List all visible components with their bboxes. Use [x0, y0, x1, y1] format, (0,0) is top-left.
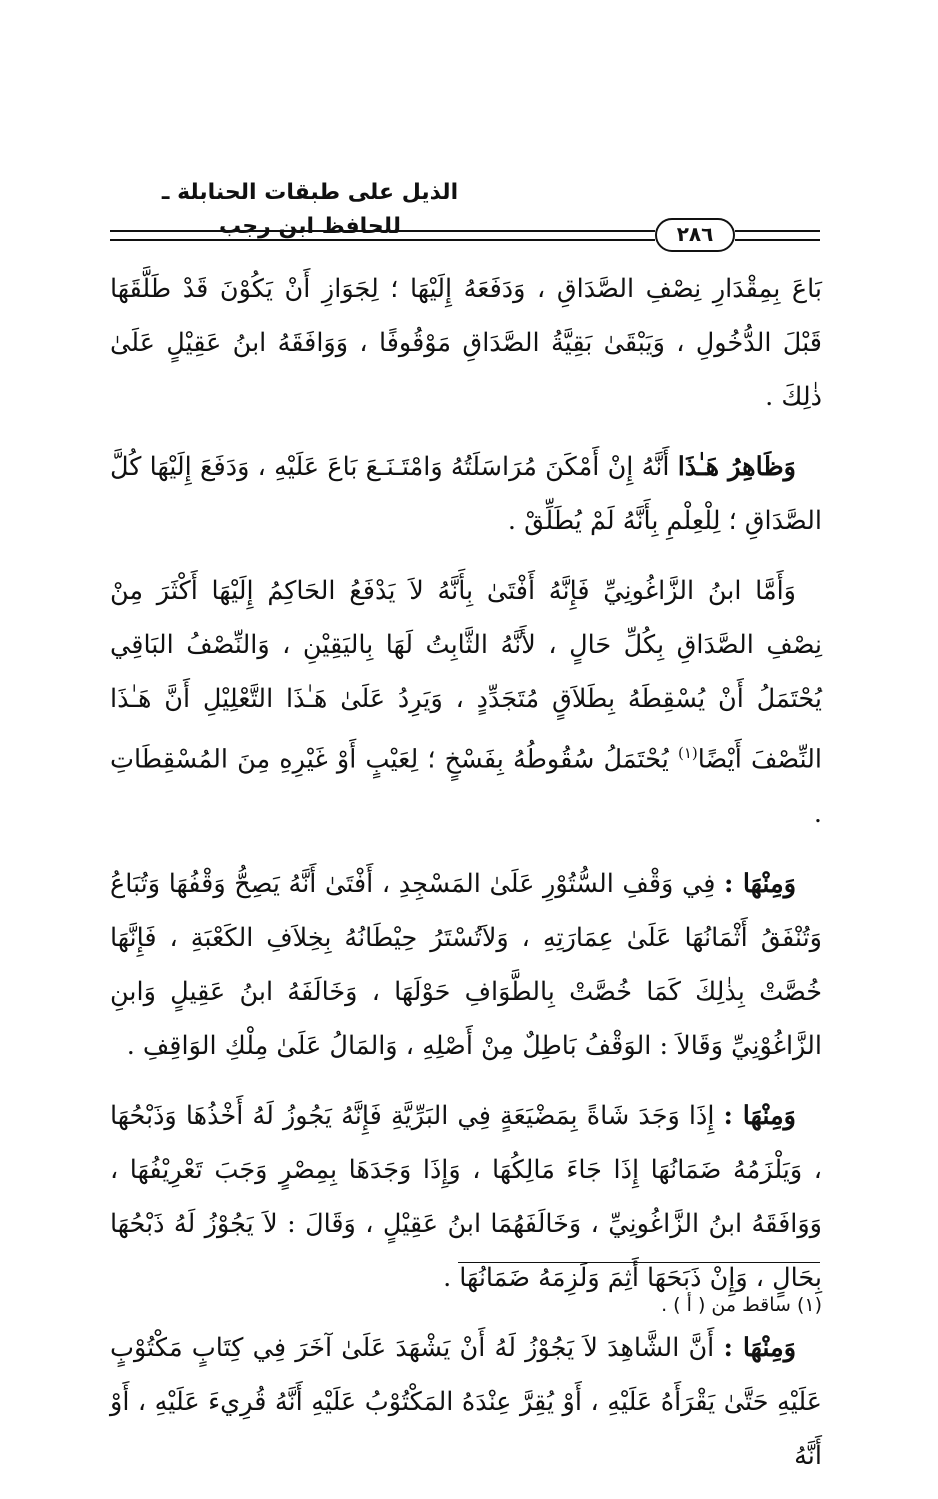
paragraph-6-lead: وَمِنْهَا :: [723, 1332, 797, 1363]
paragraph-2: [110, 440, 822, 548]
paragraph-3-text-b: يُحْتَمَلُ سُقُوطُهُ بِفَسْخٍ ؛ لِعَيْبٍ أَوْ غَيْرِهِ مِنَ المُسْقِطَاتِ .: [110, 744, 822, 829]
header-rule-right-top: [735, 230, 820, 232]
footnote-marker: (١): [677, 744, 698, 762]
page-number: ٢٨٦: [655, 218, 735, 252]
paragraph-2-lead: وَظَاهِرُ هَـٰذَا: [677, 452, 796, 482]
footnote: (١) ساقط من ( أ ) .: [661, 1294, 822, 1316]
paragraph-2-text: أَنَّهُ إِنْ أَمْكَنَ مُرَاسَلَتُهُ وَامْتَـنَـعَ بَاعَ عَلَيْهِ ، وَدَفَعَ إِلَيْهَا كُلَّ الصَّدَاقِ ؛ لِلْعِلْمِ بِأَنَّهُ لَمْ يُطَلِّقْ .: [110, 452, 822, 536]
paragraph-4: [110, 857, 822, 1073]
footnote-rule: [458, 1262, 820, 1263]
paragraph-3-text-a: وَأَمَّا ابنُ الزَّاغُونِيِّ فَإِنَّهُ أَفْتَىٰ بِأَنَّهُ لاَ يَدْفَعُ الحَاكِمُ إِلَيْهَا أَكْثَرَ مِنْ نِصْفِ الصَّدَاقِ بِكُلِّ حَالٍ ، لأَنَّهُ الثَّابِتُ لَهَا بِاليَقِيْنِ ، وَالنِّصْفُ البَاقِي يُحْتَمَلُ أَنْ يُسْقِطَهُ بِطَلاَقٍ مُتَجَدِّدٍ ، وَيَرِدُ عَلَىٰ هَـٰذَا التَّعْلِيْلِ أَنَّ هَـٰذَا النِّصْفَ أَيْضًا: [110, 576, 822, 775]
paragraph-5-lead: وَمِنْهَا :: [723, 1100, 796, 1131]
paragraph-6-text: أَنَّ الشَّاهِدَ لاَ يَجُوْزُ لَهُ أَنْ يَشْهَدَ عَلَىٰ آخَرَ فِي كِتَابٍ مَكْتُوْبٍ عَلَيْهِ حَتَّىٰ يَقْرَأَهُ عَلَيْهِ ، أَوْ يُقِرَّ عِنْدَهُ المَكْتُوْبُ عَلَيْهِ أَنَّهُ قُرِيءَ عَلَيْهِ ، أَوْ أَنَّهُ: [110, 1332, 822, 1471]
paragraph-5: [110, 1089, 822, 1305]
header-rule-left-bottom: [110, 239, 655, 241]
paragraph-5-text: إِذَا وَجَدَ شَاةً بِمَضْيَعَةٍ فِي البَرِّيَّةِ فَإِنَّهُ يَجُوزُ لَهُ أَخْذُهَا وَذَبْحُهَا ، وَيَلْزَمُهُ ضَمَانُهَا إِذَا جَاءَ مَالِكُهَا ، وَإِذَا وَجَدَهَا بِمِصْرٍ وَجَبَ تَعْرِيْفُهَا ، وَوَافَقَهُ ابنُ الزَّاغُونِيِّ ، وَخَالَفَهُمَا ابنُ عَقِيْلٍ ، وَقَالَ : لاَ يَجُوْزُ لَهُ ذَبْحُهَا بِحَالٍ ، وَإِنْ ذَبَحَهَا أَثِمَ وَلَزِمَهُ ضَمَانُهَا .: [110, 1100, 822, 1293]
running-head-title: الذيل على طبقات الحنابلة ـ للحافظ ابن رجب: [161, 180, 459, 239]
paragraph-1: بَاعَ بِمِقْدَارِ نِصْفِ الصَّدَاقِ ، وَدَفَعَهُ إِلَيْهَا ؛ لِجَوَازِ أَنْ يَكُوْنَ قَدْ طَلَّقَهَا قَبْلَ الدُّخُولِ ، وَيَبْقَىٰ بَقِيَّةُ الصَّدَاقِ مَوْقُوفًا ، وَوَافَقَهُ ابنُ عَقِيْلٍ عَلَىٰ ذٰلِكَ .: [110, 274, 822, 412]
header-rule-left-top: [110, 230, 655, 232]
paragraph-4-lead: وَمِنْهَا :: [724, 868, 797, 899]
paragraph-6: [110, 1321, 822, 1483]
paragraph-3: [110, 564, 822, 841]
header-rule-right-bottom: [735, 239, 820, 241]
paragraph-4-text: فِي وَقْفِ السُّتُوْرِ عَلَىٰ المَسْجِدِ ، أَفْتَىٰ أَنَّهُ يَصِحُّ وَقْفُهَا وَتُبَاعُ وَتُنْفَقُ أَثْمَانُهَا عَلَىٰ عِمَارَتِهِ ، وَلاَتُسْتَرُ حِيْطَانُهُ بِخِلاَفِ الكَعْبَةِ ، فَإِنَّهَا خُصَّتْ بِذٰلِكَ كَمَا خُصَّتْ بِالطَّوَافِ حَوْلَهَا ، وَخَالَفَهُ ابنُ عَقِيلٍ وَابنِ الزَّاغُوْنِيِّ وَقَالاَ : الوَقْفُ بَاطِلٌ مِنْ أَصْلِهِ ، وَالمَالُ عَلَىٰ مِلْكِ الوَاقِفِ .: [110, 868, 822, 1061]
